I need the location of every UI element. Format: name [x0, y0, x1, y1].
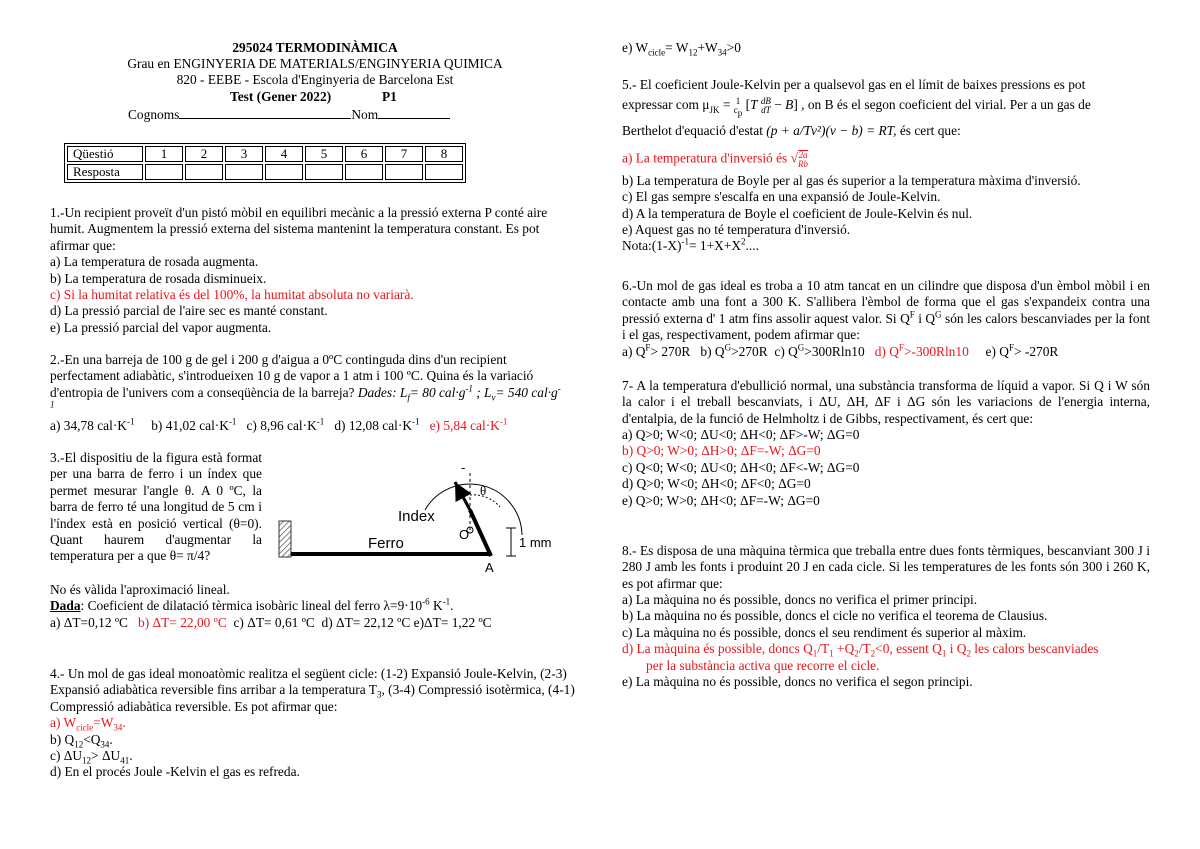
- a-label: A: [485, 560, 494, 575]
- q5-option-a[interactable]: a) La temperatura d'inversió és √2a Rb: [622, 149, 808, 169]
- question-number: 7: [385, 146, 423, 162]
- q3-dada-exp: -6: [422, 596, 430, 607]
- q4e-sub: cicle: [648, 47, 666, 58]
- q4-option-c[interactable]: c) $\Delta U_{12}> \Delta U_{41}$.: [50, 748, 133, 766]
- question-header: Qüestió: [67, 146, 143, 162]
- answer-row: [67, 164, 463, 180]
- q2-lf-val: = 80 cal·g: [409, 384, 466, 400]
- q8d-6: i Q: [946, 641, 967, 657]
- q8d-5: <0, essent Q: [875, 641, 942, 657]
- q3-options: [50, 615, 565, 631]
- q4-text-a: 4.- Un mol de gas ideal monoatòmic realitza el següent cicle: (1-2) Expansió Joule-Kelvin, (2-3) Expansió adiabàtica reversible fins arribar a la temperatura T: [50, 666, 567, 698]
- q4-option-e[interactable]: [622, 40, 741, 56]
- question-number: 6: [345, 146, 383, 162]
- q2-option-d[interactable]: [334, 418, 419, 433]
- q3-option-a[interactable]: a) ΔT=0,12 ºC: [50, 614, 128, 630]
- q8d-2: /T: [817, 641, 830, 657]
- q7-option-a[interactable]: a) Q>0; W<0; ΔU<0; ΔH<0; ΔF>-W; ΔG=0: [622, 427, 860, 442]
- q5-nota-1: Nota:(1-X): [622, 238, 682, 254]
- q7-option-c[interactable]: c) Q<0; W<0; ΔU<0; ΔH<0; ΔF<-W; ΔG=0: [622, 459, 860, 475]
- q1-option-b[interactable]: b) La temperatura de rosada disminueix.: [50, 270, 267, 286]
- q1-option-e[interactable]: e) La pressió parcial del vapor augmenta.: [50, 319, 272, 335]
- q2-lv-sub: v: [491, 392, 496, 403]
- q5-line3: [622, 123, 1152, 139]
- q3-option-d[interactable]: d) ΔT= 22,12 ºC: [321, 614, 411, 630]
- q4-text-b: , (3-4) Compressió isotèrmica, (4-1) Compressió adiabàtica reversible. Es pot afirmar que:: [50, 682, 575, 714]
- q2-c-text: c) 8,96 cal·K: [246, 417, 317, 433]
- q8d-s5: 1: [941, 648, 947, 659]
- q6c-2: >300Rln10: [804, 344, 865, 359]
- part-label: P1: [382, 89, 397, 104]
- q3-dada-unit: K: [429, 598, 443, 614]
- q2-d-text: d) 12,08 cal·K: [334, 417, 413, 433]
- q8d-4: /T: [858, 641, 871, 657]
- q5-option-b[interactable]: b) La temperatura de Boyle per al gas és superior a la temperatura màxima d'inversió.: [622, 172, 1081, 188]
- answer-cell[interactable]: [345, 164, 383, 180]
- q6a-1: a) Q: [622, 344, 646, 359]
- q4-a-sub: cicle: [76, 722, 94, 733]
- q6c-sup: G: [797, 342, 805, 353]
- degree-line: Grau en ENGINYERIA DE MATERIALS/ENGINYERIA QUIMICA: [127, 56, 503, 71]
- q2-lv-val: = 540 cal·g: [495, 384, 558, 400]
- course-code: 295024 TERMODINÀMICA: [232, 40, 398, 55]
- q6d-1: d) Q: [874, 344, 899, 359]
- q2-a-text: a) 34,78 cal·K: [50, 417, 127, 433]
- q6d-2: >-300Rln10: [903, 344, 969, 359]
- dimension-label: 1 mm: [519, 535, 552, 550]
- question-4-text: [50, 666, 575, 715]
- q8-options: [622, 592, 1162, 690]
- wall-hatch: [279, 521, 291, 557]
- q3-option-e[interactable]: e)ΔT= 1,22 ºC: [413, 614, 492, 630]
- q4-c-sub1: 12: [82, 755, 92, 766]
- q5-option-e[interactable]: e) Aquest gas no té temperatura d'inversió.: [622, 222, 851, 238]
- question-4: [50, 666, 575, 781]
- question-number: 4: [265, 146, 303, 162]
- q6b-1: b) Q: [700, 344, 725, 359]
- q4-text-sub: 3: [376, 690, 382, 701]
- q2-option-a[interactable]: [50, 418, 134, 433]
- q6-option-a[interactable]: [622, 344, 690, 359]
- q6a-2: > 270R: [650, 344, 691, 359]
- question-3-text: 3.-El dispositiu de la figura està format per una barra de ferro i un índex que permet mesurar l'angle θ. A 0 ºC, la barra de ferro té una longitud de 5 cm i l'índex està en posició vertical (θ=0). Quant haurem d'augmentar la temperatura per a que θ= π/4?: [50, 450, 262, 564]
- q5-nota-exp: -1: [681, 236, 689, 247]
- question-8: [622, 543, 1150, 592]
- q3-figure: [270, 455, 570, 585]
- name-fields: [128, 106, 450, 123]
- q5-nota-exp2: 2: [741, 236, 746, 247]
- q5-l2b: , on B és el segon coeficient del virial. Per a un gas de: [801, 97, 1091, 113]
- q2-lv-pre: ; L: [472, 384, 492, 400]
- q4-option-b[interactable]: b) $Q_{12}<Q_{34}$.: [50, 731, 113, 750]
- q6-option-c[interactable]: [774, 344, 864, 359]
- school-line: 820 - EEBE - Escola d'Enginyeria de Barcelona Est: [176, 72, 454, 87]
- q3-note: No és vàlida l'aproximació lineal.: [50, 582, 230, 597]
- q2-lf-sub: f: [407, 392, 410, 403]
- nom-field[interactable]: [378, 106, 450, 119]
- q5-nota-3: ....: [745, 238, 759, 254]
- q8-option-c[interactable]: c) La màquina no és possible, doncs el seu rendiment és superior al màxim.: [622, 624, 1027, 640]
- q2-options: [50, 418, 565, 434]
- question-number: 3: [225, 146, 263, 162]
- question-6-text: [622, 278, 1150, 344]
- q3-option-b[interactable]: b) ΔT= 22,00 ºC: [138, 614, 227, 630]
- question-7-text: 7- A la temperatura d'ebullició normal, una substància transforma de líquid a vapor. Si Q i W són la calor i el treball bescanviats, i ΔU, ΔH, ΔF i ΔG són les variacions de l'energia interna, d'entalpia, de la funció de Helmholtz i de Gibbs, respectivament, és cert que:: [622, 378, 1150, 426]
- q8-option-e[interactable]: e) La màquina no és possible, doncs no verifica el segon principi.: [622, 674, 973, 690]
- q4-b-mid: <Q: [83, 731, 101, 747]
- q2-exp: -1: [499, 416, 508, 427]
- answer-cell[interactable]: [385, 164, 423, 180]
- q6b-sup: G: [724, 342, 732, 353]
- q2-option-e[interactable]: [430, 418, 508, 433]
- q8d-7: les calors bescanviades: [970, 641, 1099, 657]
- question-2-text: [50, 352, 565, 418]
- answer-cell[interactable]: [145, 164, 183, 180]
- q2-e-text: e) 5,84 cal·K: [429, 417, 500, 433]
- q4-b-1: b) Q: [50, 731, 75, 747]
- q2-b-text: b) 41,02 cal·K: [151, 417, 229, 433]
- q4e-sub2: 12: [688, 47, 698, 58]
- q5-a-text: a) La temperatura d'inversió és: [622, 150, 788, 166]
- q4e-3: +W: [697, 40, 718, 55]
- q7-option-b[interactable]: b) Q>0; W>0; ΔH>0; ΔF=-W; ΔG=0: [622, 443, 821, 459]
- q5-line2: expressar com $\mu_{JK} = 1$ $c_p$ [T dB dT − B] , on B és el segon coeficient del virial. Per a un gas de: [622, 96, 1091, 119]
- q6-options: [622, 344, 1150, 360]
- q1-option-d[interactable]: d) La pressió parcial de l'aire sec es manté constant.: [50, 303, 328, 319]
- question-8-text: 8.- Es disposa de una màquina tèrmica que treballa entre dues fonts tèrmiques, bescanviant 300 J i 280 J amb les fonts i produint 20 J en cada cicle. Si les temperatures de les fonts són 300 i 260 K, es pot afirmar que:: [622, 543, 1150, 591]
- q6-option-d[interactable]: [875, 344, 969, 359]
- q8-option-a[interactable]: a) La màquina no és possible, doncs no verifica el primer principi.: [622, 592, 978, 607]
- index-label: Index: [398, 508, 435, 525]
- q7-option-e[interactable]: e) Q>0; W>0; ΔH<0; ΔF=-W; ΔG=0: [622, 492, 820, 508]
- angle-arc: [425, 484, 522, 535]
- test-title: Test (Gener 2022): [230, 89, 332, 104]
- nom-label: Nom: [351, 107, 379, 122]
- q4-c-mid: > ΔU: [91, 748, 121, 764]
- q3-dada: Dada: Coeficient de dilatació tèrmica isobàric lineal del ferro $\lambda=9\cdot 10^{-6}$ $K^{-1}$.: [50, 596, 454, 614]
- q1-option-c[interactable]: c) Si la humitat relativa és del 100%, la humitat absoluta no variarà.: [50, 287, 414, 303]
- question-number: 2: [185, 146, 223, 162]
- q8d-s3: 2: [854, 648, 859, 659]
- q8d-s1: 1: [812, 648, 818, 659]
- q1-option-a[interactable]: a) La temperatura de rosada augmenta.: [50, 254, 259, 270]
- q8d-s6: 2: [966, 648, 971, 659]
- q6e-2: > -270R: [1013, 344, 1059, 359]
- q2-option-c[interactable]: [246, 418, 324, 433]
- minus-label: -: [461, 460, 466, 475]
- q8-option-d[interactable]: [622, 641, 1162, 674]
- q3-dada-text: : Coeficient de dilatació tèrmica isobàric lineal del ferro λ=9·10: [80, 598, 423, 614]
- q2-exp: -1: [228, 416, 237, 427]
- answer-cell[interactable]: [185, 164, 223, 180]
- ferro-label: Ferro: [368, 535, 404, 552]
- q6e-sup: F: [1008, 342, 1014, 353]
- cognoms-field[interactable]: [179, 106, 351, 119]
- q5-l2a: expressar com μ: [622, 97, 710, 113]
- q8d-s4: 2: [870, 648, 876, 659]
- question-number: 5: [305, 146, 343, 162]
- q5-l3c: és cert que:: [899, 123, 961, 139]
- q2-exp: -1: [465, 383, 473, 394]
- q4e-1: e) W: [622, 40, 649, 55]
- q6b-2: >270R: [731, 344, 768, 359]
- q6-t1: 6.-Un mol de gas ideal es troba a 10 atm tancat en un cilindre que disposa d'un èmbol mòbil i en contacte amb una font a 300 K. S'allibera l'èmbol de forma que el gas s'expandeix contra una pressió externa d' 1 atm fins assolir aquest valor. Si Q: [622, 278, 1150, 326]
- q3-dada-unit-exp: -1: [442, 596, 451, 607]
- q2-exp: -1: [50, 383, 561, 410]
- answer-cell[interactable]: [305, 164, 343, 180]
- answer-header: Resposta: [67, 164, 143, 180]
- q2-data-label: Dades: L: [357, 384, 408, 400]
- index-arrow: [455, 482, 470, 510]
- o-label: O: [459, 527, 470, 542]
- answer-grid: [64, 143, 466, 183]
- q4-b-sub1: 12: [74, 739, 84, 750]
- q8d-1: d) La màquina és possible, doncs Q: [622, 641, 813, 657]
- q4-a-1: a) W: [50, 715, 77, 731]
- q2-option-b[interactable]: [151, 418, 236, 433]
- theta-label: θ: [480, 483, 487, 498]
- q4-c-1: c) ΔU: [50, 748, 83, 764]
- q6-option-b[interactable]: [700, 344, 767, 359]
- q8-option-b[interactable]: b) La màquina no és possible, doncs el cicle no verifica el teorema de Clausius.: [622, 608, 1048, 624]
- answer-cell[interactable]: [265, 164, 303, 180]
- q4-c-sub2: 41: [120, 755, 130, 766]
- q6a-sup: F: [645, 342, 651, 353]
- q4-a-2: =W: [93, 715, 114, 731]
- question-1: [50, 205, 565, 336]
- q5-nota-2: = 1+X+X: [689, 238, 742, 254]
- q2-exp: -1: [126, 416, 135, 427]
- q8d-s2: 1: [829, 648, 834, 659]
- q8d-3: +Q: [833, 641, 855, 657]
- q6-t2: són les calors bescanviades per la font i el gas, respectivament, podem afirmar que:: [622, 310, 1150, 343]
- q6-fsup: F: [909, 309, 915, 320]
- question-2: [50, 352, 565, 434]
- question-7: [622, 378, 1150, 427]
- index-pointer: [470, 510, 491, 556]
- answer-cell[interactable]: [225, 164, 263, 180]
- question-5: [622, 77, 1152, 255]
- q4e-2: = W: [665, 40, 689, 55]
- q4-option-d[interactable]: d) En el procés Joule -Kelvin el gas es refreda.: [50, 764, 300, 780]
- q3-dada-label: Dada: [50, 598, 81, 614]
- question-number: 1: [145, 146, 183, 162]
- q2-body: 2.-En una barreja de 100 g de gel i 200 g d'aigua a 0ºC continguda dins d'un recipient perfectament adiabàtic, s'introdueixen 10 g de vapor a 1 atm i 100 ºC. Quina és la variació d'entropia de l'univers com a conseqüència de la barreja?: [50, 352, 534, 400]
- iron-bar: [291, 552, 491, 556]
- q3-option-c[interactable]: c) ΔT= 0,61 ºC: [233, 614, 315, 630]
- q5-line1: 5.- El coeficient Joule-Kelvin per a qualsevol gas en el límit de baixes pressions es pot: [622, 77, 1086, 92]
- q6-gsup: G: [935, 309, 942, 320]
- q4-option-a[interactable]: a) $W_{cicle}=W_{34}$.: [50, 715, 126, 733]
- q7-options: [622, 427, 1150, 509]
- q6-option-e[interactable]: [986, 344, 1059, 359]
- q6c-1: c) Q: [774, 344, 798, 359]
- q7-option-d[interactable]: d) Q>0; W<0; ΔH<0; ΔF<0; ΔG=0: [622, 476, 811, 492]
- q8d-8: per la substància activa que recorre el cicle.: [646, 657, 880, 673]
- q4-b-sub2: 34: [100, 739, 110, 750]
- q5-option-c[interactable]: c) El gas sempre s'escalfa en una expansió de Joule-Kelvin.: [622, 189, 941, 205]
- q5-note: [622, 238, 1152, 254]
- q5-l3b: (p + a/Tv²)(v − b) = RT,: [766, 123, 897, 139]
- question-3-extra: [50, 582, 565, 631]
- question-row: [67, 146, 463, 162]
- q2-exp: -1: [412, 416, 420, 427]
- q6d-sup: F: [898, 342, 904, 353]
- answer-cell[interactable]: [425, 164, 463, 180]
- question-1-text: 1.-Un recipient proveït d'un pistó mòbil en equilibri mecànic a la pressió externa P conté aire humit. Augmentem la pressió externa del sistema mantenint la temperatura constant. Es pot afirmar que:: [50, 205, 548, 253]
- q2-exp: -1: [316, 416, 325, 427]
- q4-a-sub2: 34: [113, 722, 123, 733]
- q5-l3a: Berthelot d'equació d'estat: [622, 123, 763, 139]
- question-number: 8: [425, 146, 463, 162]
- q5-frac: 1 $c_p$: [733, 96, 743, 119]
- q4e-sub3: 34: [717, 47, 727, 58]
- q6e-1: e) Q: [985, 344, 1009, 359]
- q5-option-d[interactable]: d) A la temperatura de Boyle el coeficient de Joule-Kelvin és nul.: [622, 205, 973, 221]
- question-6: [622, 278, 1150, 344]
- q4e-4: >0: [726, 40, 741, 55]
- q6-mid: i Q: [914, 310, 936, 326]
- cognoms-label: Cognoms: [128, 107, 180, 122]
- q5-sqrt-frac: 2a Rb: [797, 149, 808, 169]
